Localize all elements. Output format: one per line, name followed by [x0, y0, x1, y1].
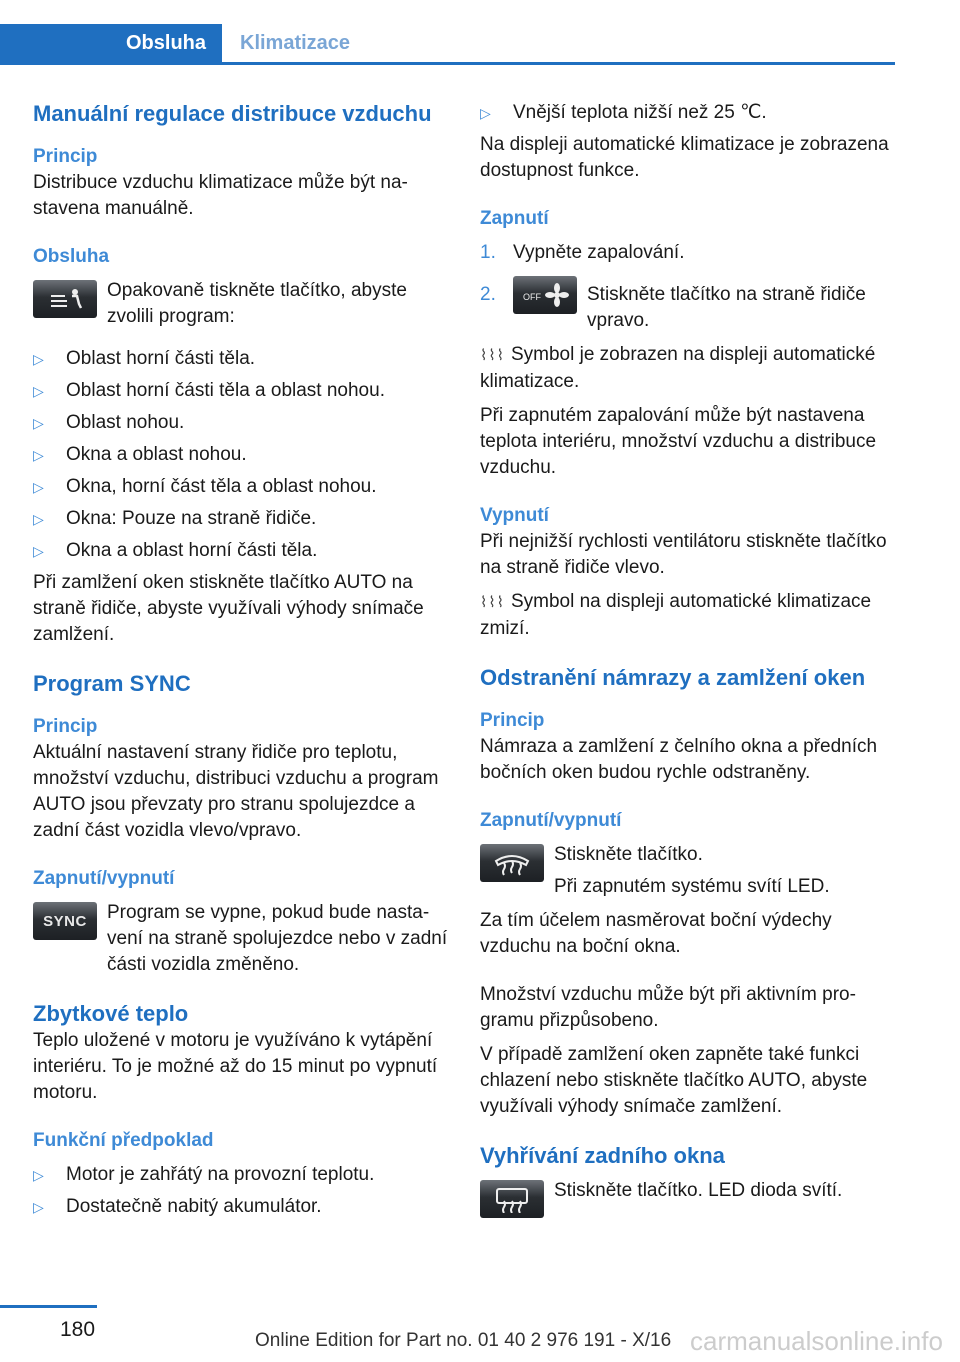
air-distribution-button[interactable]: [33, 280, 97, 318]
paragraph: Teplo uložené v motoru je využíváno k vytápění interiéru. To je možné až do 15 minut po vypnutí motoru.: [33, 1030, 438, 1103]
subtitle-obsluha: Obsluha: [33, 246, 110, 267]
list-item: ▷ Okna: Pouze na straně řidiče.: [33, 508, 317, 529]
right-column: [480, 100, 892, 1218]
list-item: ▷ Oblast horní části těla.: [33, 348, 256, 369]
subtitle-princip: Princip: [33, 716, 98, 737]
paragraph: ⌇⌇⌇ Symbol je zobrazen na displeji automatické klimatizace.: [480, 344, 876, 392]
subtitle-zapnuti-vypnuti: Zapnutí/vypnutí: [33, 868, 175, 889]
rear-window-heating-icon: [492, 1185, 532, 1213]
paragraph: Při zapnutém zapalování může být nastavena teplota interiéru, množství vzduchu a distribuce vzduchu.: [480, 405, 877, 478]
list-item: ▷ Okna a oblast nohou.: [33, 444, 247, 465]
section-title-defrost: Odstranění námrazy a zamlžení oken: [480, 665, 866, 690]
program-list: [33, 346, 453, 564]
watermark: carmanualsonline.info: [690, 1326, 943, 1356]
button-row-distribution: [33, 278, 453, 330]
list-item: ▷ Dostatečně nabitý akumulátor.: [33, 1196, 322, 1217]
section-title-sync: Program SYNC: [33, 671, 191, 696]
air-distribution-symbol-icon: ⌇⌇⌇: [480, 594, 505, 611]
paragraph: Při zamlžení oken stiskněte tlačítko AUTO na straně řidiče, abyste využívali výhody snímače zamlžení.: [33, 572, 424, 645]
air-distribution-icon: [45, 286, 85, 312]
paragraph: Opakovaně tiskněte tlačítko, abyste zvolili program:: [107, 280, 407, 327]
windshield-defrost-button[interactable]: [480, 844, 544, 882]
button-row-rear-heating: [480, 1178, 892, 1218]
list-item: ▷ Oblast horní části těla a oblast nohou.: [33, 380, 385, 401]
paragraph: Množství vzduchu může být při aktivním programu přizpůsobeno.: [480, 984, 856, 1031]
page-number: 180: [60, 1318, 96, 1341]
footer-rule: [0, 1305, 97, 1308]
subtitle-zapnuti: Zapnutí: [480, 208, 549, 229]
subtitle-princip: Princip: [33, 146, 98, 167]
subtitle-zapnuti-vypnuti: Zapnutí/vypnutí: [480, 810, 622, 831]
paragraph: Při nejnižší rychlosti ventilátoru stiskněte tlačítko na straně řidiče vlevo.: [480, 531, 887, 578]
air-distribution-symbol-icon: ⌇⌇⌇: [480, 347, 505, 364]
paragraph: V případě zamlžení oken zapněte také funkci chlazení nebo stiskněte tlačítko AUTO, abyste využívali výhody snímače zamlžení.: [480, 1044, 868, 1117]
button-row-sync: [33, 900, 453, 978]
paragraph: Distribuce vzduchu klimatizace může být nastavena manuálně.: [33, 172, 408, 219]
svg-text:OFF: OFF: [523, 292, 541, 302]
left-column: [33, 100, 453, 1226]
subtitle-prerequisite: Funkční předpoklad: [33, 1130, 214, 1151]
paragraph: ⌇⌇⌇ Symbol na displeji automatické klimatizace zmizí.: [480, 591, 872, 639]
paragraph: Za tím účelem nasměrovat boční výdechy vzduchu na boční okna.: [480, 910, 832, 957]
list-item: ▷ Okna a oblast horní části těla.: [33, 540, 318, 561]
paragraph: Při zapnutém systému svítí LED.: [554, 876, 830, 897]
windshield-defrost-icon: [492, 849, 532, 877]
section-title-manual-distribution: Manuální regulace distribuce vzduchu: [33, 101, 432, 126]
section-title-rear-window-heating: Vyhřívání zadního okna: [480, 1143, 725, 1168]
rear-window-heating-button[interactable]: [480, 1180, 544, 1218]
list-item: ▷ Vnější teplota nižší než 25 ℃.: [480, 102, 767, 123]
paragraph: Námraza a zamlžení z čelního okna a předních bočních oken budou rychle odstraněny.: [480, 736, 878, 783]
tab-obsluha[interactable]: Obsluha: [0, 24, 222, 62]
paragraph: Stiskněte tlačítko.: [554, 844, 703, 865]
header-tabs: [0, 24, 895, 65]
sync-button[interactable]: SYNC: [33, 902, 97, 940]
subtitle-princip: Princip: [480, 710, 545, 731]
step-item: 2. OFF Stiskněte tlačítko na straně řidiče vpravo.: [480, 282, 892, 334]
button-row-defrost: [480, 842, 892, 900]
paragraph: Na displeji automatické klimatizace je zobrazena dostupnost funkce.: [480, 134, 889, 181]
paragraph: Aktuální nastavení strany řidiče pro teplotu, množství vzduchu, distribuci vzduchu a program AUTO jsou převzaty pro stranu spolujezdce a zadní část vozidla vlevo/vpravo.: [33, 742, 439, 841]
list-item: ▷ Motor je zahřátý na provozní teplotu.: [33, 1164, 375, 1185]
paragraph: Program se vypne, pokud bude nastavení na straně spolujezdce nebo v zadní části vozidla změněno.: [107, 902, 448, 975]
tab-klimatizace[interactable]: Klimatizace: [240, 32, 351, 54]
fan-off-button[interactable]: [513, 276, 577, 314]
list-item: ▷ Oblast nohou.: [33, 412, 185, 433]
edition-text: Online Edition for Part no. 01 40 2 976 191 - X/16: [255, 1330, 672, 1351]
paragraph: Stiskněte tlačítko. LED dioda svítí.: [554, 1180, 843, 1201]
step-item: 1. Vypněte zapalování.: [480, 242, 685, 263]
list-item: ▷ Okna, horní část těla a oblast nohou.: [33, 476, 377, 497]
fan-off-icon: [519, 282, 571, 308]
section-title-residual-heat: Zbytkové teplo: [33, 1001, 189, 1026]
subtitle-vypnuti: Vypnutí: [480, 505, 549, 526]
